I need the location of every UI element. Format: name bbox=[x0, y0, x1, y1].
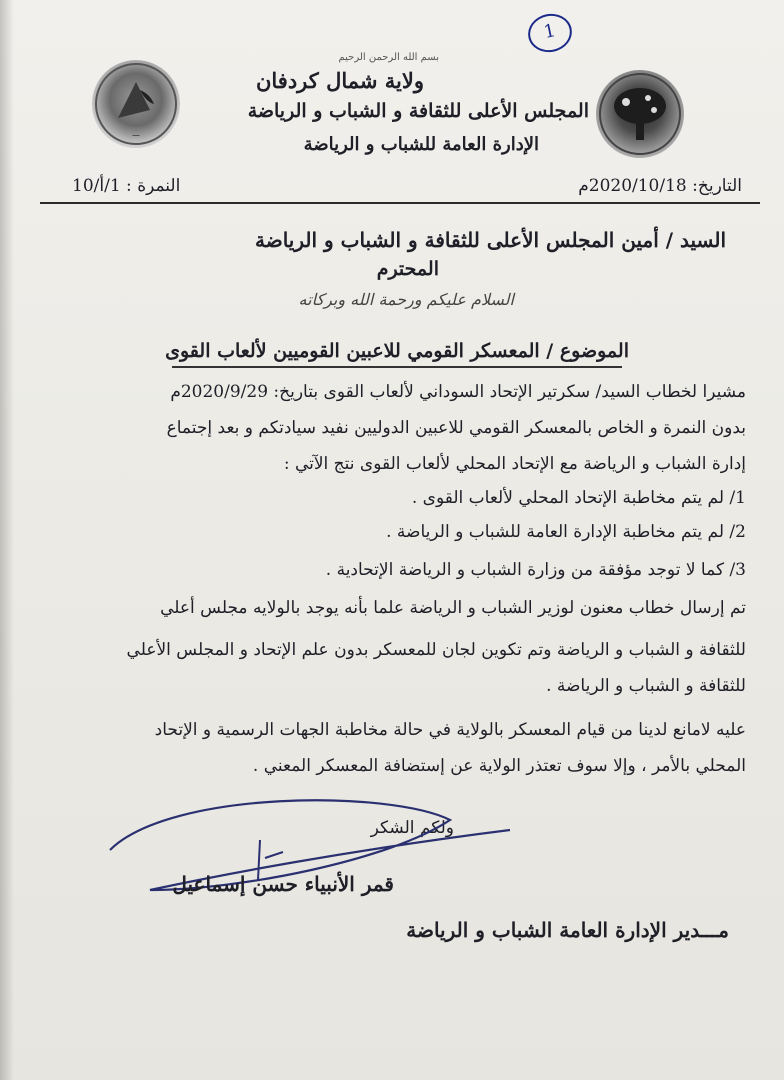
page-shadow bbox=[0, 0, 14, 1080]
list-item: 1/ لم يتم مخاطبة الإتحاد المحلي لألعاب القوى . bbox=[411, 488, 746, 508]
header-divider bbox=[40, 202, 760, 204]
signer-title: مـــدير الإدارة العامة الشباب و الرياضة bbox=[406, 918, 729, 942]
tree-emblem-icon bbox=[596, 70, 684, 158]
state-name: ولاية شمال كردفان bbox=[255, 68, 424, 93]
administration-name: الإدارة العامة للشباب و الرياضة bbox=[303, 134, 539, 155]
closing-thanks: ولكم الشكر bbox=[370, 818, 454, 838]
body-line: إدارة الشباب و الرياضة مع الإتحاد المحلي لألعاب القوى نتج الآتي : bbox=[283, 454, 746, 474]
list-item: 2/ لم يتم مخاطبة الإدارة العامة للشباب و الرياضة . bbox=[386, 522, 746, 542]
signer-name: قمر الأنبياء حسن إسماعيل bbox=[172, 872, 394, 896]
basmala: بسم الله الرحمن الرحيم bbox=[338, 52, 439, 63]
list-item: 3/ كما لا توجد مؤفقة من وزارة الشباب و الرياضة الإتحادية . bbox=[325, 560, 746, 580]
letter-date: التاريخ: 2020/10/18م bbox=[578, 176, 742, 196]
handwritten-signature bbox=[90, 780, 540, 920]
subject-line: الموضوع / المعسكر القومي للاعبين القوميين لألعاب القوى bbox=[165, 340, 629, 362]
svg-text:ـــ: ـــ bbox=[132, 129, 140, 138]
council-logo-icon bbox=[92, 60, 180, 148]
body-line: للثقافة و الشباب و الرياضة . bbox=[546, 676, 746, 696]
greeting: السلام عليكم ورحمة الله وبركاته bbox=[298, 290, 514, 309]
body-line: عليه لامانع لدينا من قيام المعسكر بالولاية في حالة مخاطبة الجهات الرسمية و الإتحاد bbox=[154, 720, 746, 740]
body-line: مشيرا لخطاب السيد/ سكرتير الإتحاد السوداني لألعاب القوى بتاريخ: 2020/9/29م bbox=[170, 382, 746, 402]
state-emblem bbox=[596, 70, 684, 158]
body-line: بدون النمرة و الخاص بالمعسكر القومي للاعبين الدوليين نفيد سيادتكم و بعد إجتماع bbox=[166, 418, 746, 438]
subject-underline bbox=[172, 366, 622, 368]
council-logo bbox=[92, 60, 180, 148]
body-line: تم إرسال خطاب معنون لوزير الشباب و الرياضة علما بأنه يوجد بالولايه مجلس أعلي bbox=[160, 598, 746, 618]
body-line: للثقافة و الشباب و الرياضة وتم تكوين لجان للمعسكر بدون علم الإتحاد و المجلس الأعلي bbox=[126, 640, 746, 660]
body-line: المحلي بالأمر ، وإلا سوف تعتذر الولاية عن إستضافة المعسكر المعني . bbox=[252, 756, 746, 776]
letter-number: النمرة : 1/أ/10 bbox=[72, 176, 181, 196]
recipient: السيد / أمين المجلس الأعلى للثقافة و الشباب و الرياضة bbox=[254, 228, 726, 252]
recipient-honorific: المحترم bbox=[376, 258, 439, 280]
page-number-mark: 1 bbox=[525, 10, 576, 56]
council-name: المجلس الأعلى للثقافة و الشباب و الرياضة bbox=[247, 100, 589, 122]
